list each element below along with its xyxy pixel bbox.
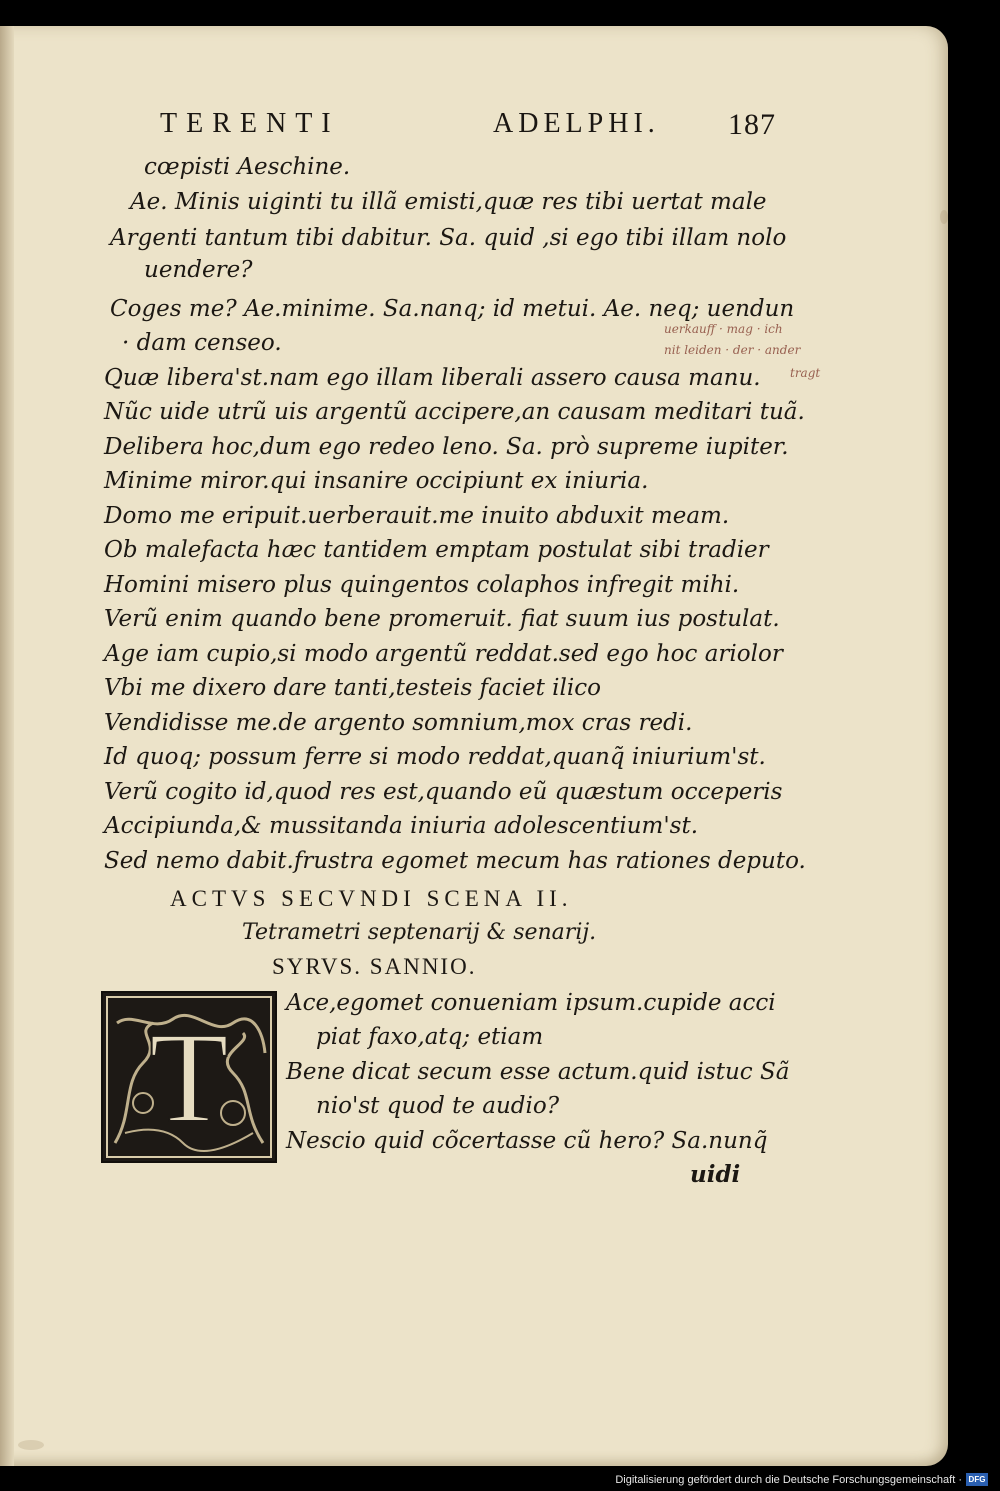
verse-line: Nescio quid cõcertasse cũ hero? Sa.nunq̃ — [286, 1128, 768, 1154]
page-number: 187 — [728, 108, 776, 141]
page-gutter-edge — [0, 26, 14, 1466]
decorated-initial — [101, 991, 277, 1163]
verse-line: cœpisti Aeschine. — [144, 154, 351, 180]
verse-line: piat faxo,atq; etiam — [316, 1024, 544, 1050]
verse-line: Coges me? Ae.minime. Sa.nanq; id metui. Ae. neq; uendun — [110, 296, 795, 322]
verse-line: Minime miror.qui insanire occipiunt ex iniuria. — [104, 468, 649, 494]
dfg-logo: DFG — [966, 1473, 988, 1486]
verse-line: Delibera hoc,dum ego redeo leno. Sa. prò supreme iupiter. — [104, 434, 789, 460]
act-heading: ACTVS SECVNDI SCENA II. — [170, 886, 573, 911]
verse-line: Age iam cupio,si modo argentũ reddat.sed ego hoc ariolor — [104, 641, 783, 667]
running-head — [160, 108, 800, 144]
verse-line: Id quoq; possum ferre si modo reddat,quanq̃ iniurium'st. — [104, 744, 766, 770]
verse-line: Ob malefacta hæc tantidem emptam postulat sibi tradier — [104, 537, 769, 563]
digitization-credit: Digitalisierung gefördert durch die Deutsche Forschungsgemeinschaft · — [615, 1474, 962, 1486]
verse-line: Vbi me dixero dare tanti,testeis faciet ilico — [104, 675, 601, 701]
verse-line: Verũ cogito id,quod res est,quando eũ quæstum occeperis — [104, 779, 783, 805]
verse-line: Argenti tantum tibi dabitur. Sa. quid ,si ego tibi illam nolo — [110, 225, 787, 251]
handwritten-note: nit leiden · der · ander — [664, 343, 801, 357]
verse-line: Nũc uide utrũ uis argentũ accipere,an causam meditari tuã. — [104, 399, 805, 425]
speakers-heading: SYRVS. SANNIO. — [272, 954, 477, 979]
paper-stain — [940, 210, 948, 224]
verse-line: Domo me eripuit.uerberauit.me inuito abduxit meam. — [104, 503, 730, 529]
handwritten-note: uerkauff · mag · ich — [664, 322, 783, 336]
verse-line: Accipiunda,& mussitanda iniuria adolescentium'st. — [104, 813, 699, 839]
running-head-title: ADELPHI. — [493, 108, 660, 139]
verse-line: Verũ enim quando bene promeruit. fiat suum ius postulat. — [104, 606, 780, 632]
verse-line: · dam censeo. — [122, 330, 282, 356]
verse-line: nio'st quod te audio? — [316, 1093, 560, 1119]
verse-line: uidi — [690, 1161, 741, 1188]
verse-line: Homini misero plus quingentos colaphos infregit mihi. — [104, 572, 740, 598]
running-head-author: TERENTI — [160, 108, 340, 139]
handwritten-note: tragt — [790, 366, 821, 380]
meter-heading: Tetrametri septenarij & senarij. — [242, 920, 597, 945]
verse-line: Quæ libera'st.nam ego illam liberali assero causa manu. — [104, 365, 761, 391]
verse-line: Bene dicat secum esse actum.quid istuc Sã — [286, 1059, 790, 1085]
verse-line: Vendidisse me.de argento somnium,mox cras redi. — [104, 710, 693, 736]
verse-line: uendere? — [144, 257, 253, 283]
initial-letter: T — [149, 1006, 229, 1150]
verse-line: Sed nemo dabit.frustra egomet mecum has rationes deputo. — [104, 848, 806, 874]
paper-stain — [18, 1440, 44, 1450]
verse-line: Ae. Minis uiginti tu illã emisti,quæ res tibi uertat male — [130, 189, 767, 215]
verse-line: Ace,egomet conueniam ipsum.cupide acci — [286, 990, 776, 1016]
